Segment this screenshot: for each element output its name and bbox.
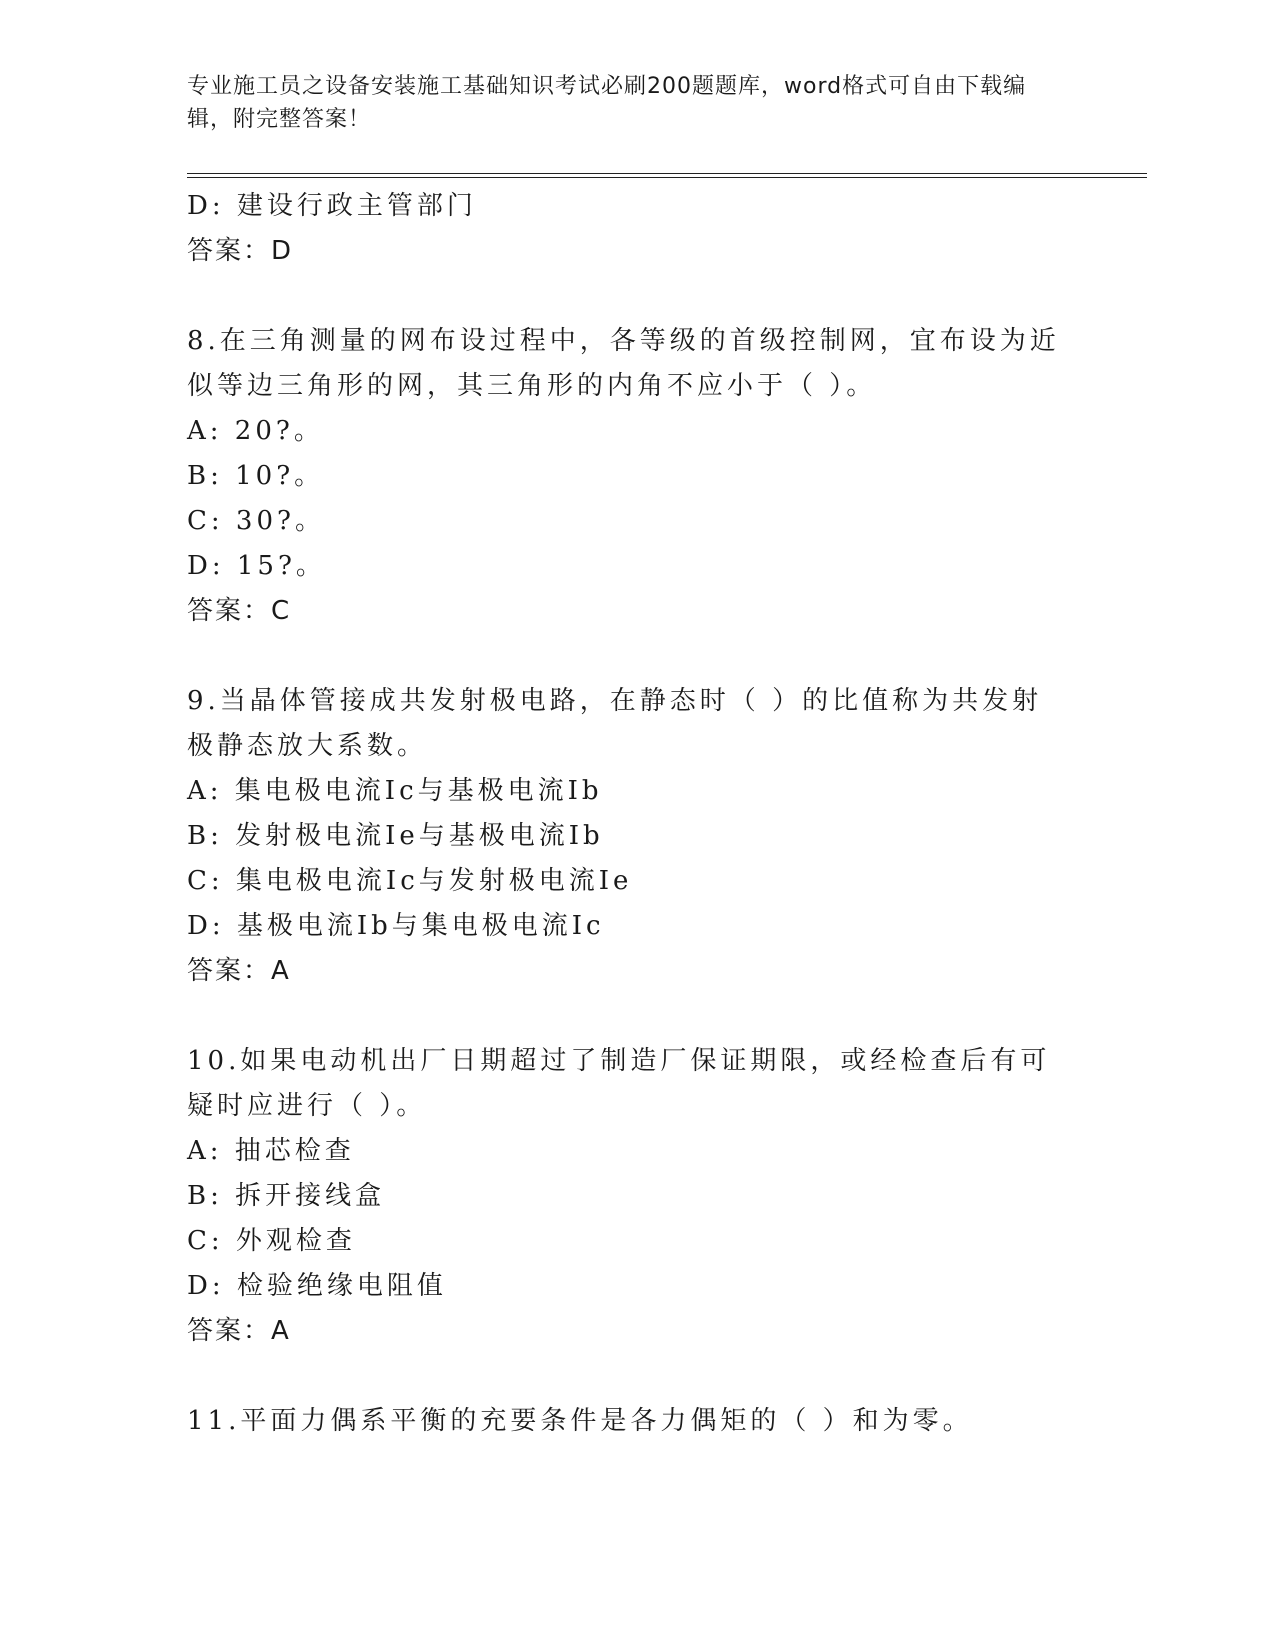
question-stem: 10.如果电动机出厂日期超过了制造厂保证期限，或经检查后有可疑时应进行（ ）。	[187, 1046, 1051, 1121]
document-header-title: 专业施工员之设备安装施工基础知识考试必刷200题题库，word格式可自由下载编辑，附完整答案！	[187, 74, 1027, 132]
prev-answer: 答案：D	[187, 236, 294, 266]
question-9	[187, 679, 1147, 994]
question-11	[187, 1399, 1147, 1444]
option-c: C: 30?。	[187, 506, 325, 536]
option-a: A: 抽芯检查	[187, 1136, 355, 1166]
option-c: C: 外观检查	[187, 1226, 356, 1256]
spacer	[187, 634, 1147, 679]
option-d: D: 基极电流Ib与集电极电流Ic	[187, 911, 605, 941]
question-8	[187, 319, 1147, 634]
spacer	[187, 274, 1147, 319]
prev-option-d: D: 建设行政主管部门	[187, 191, 477, 221]
option-a: A: 集电极电流Ic与基极电流Ib	[187, 776, 603, 806]
option-b: B: 发射极电流Ie与基极电流Ib	[187, 821, 604, 851]
question-stem: 11.平面力偶系平衡的充要条件是各力偶矩的（ ）和为零。	[187, 1406, 973, 1436]
answer: 答案：A	[187, 956, 291, 986]
spacer	[187, 994, 1147, 1039]
option-b: B: 10?。	[187, 461, 325, 491]
answer: 答案：A	[187, 1316, 291, 1346]
question-stem: 8.在三角测量的网布设过程中，各等级的首级控制网，宜布设为近似等边三角形的网，其三角形的内角不应小于（ ）。	[187, 326, 1060, 401]
option-d: D: 检验绝缘电阻值	[187, 1271, 447, 1301]
answer: 答案：C	[187, 596, 292, 626]
option-b: B: 拆开接线盒	[187, 1181, 386, 1211]
option-c: C: 集电极电流Ic与发射极电流Ie	[187, 866, 633, 896]
question-10	[187, 1039, 1147, 1354]
spacer	[187, 1354, 1147, 1399]
option-d: D: 15?。	[187, 551, 326, 581]
document-page	[187, 70, 1147, 1444]
option-a: A: 20?。	[187, 416, 324, 446]
header-divider	[187, 173, 1147, 178]
question-stem: 9.当晶体管接成共发射极电路，在静态时（ ）的比值称为共发射极静态放大系数。	[187, 686, 1043, 761]
